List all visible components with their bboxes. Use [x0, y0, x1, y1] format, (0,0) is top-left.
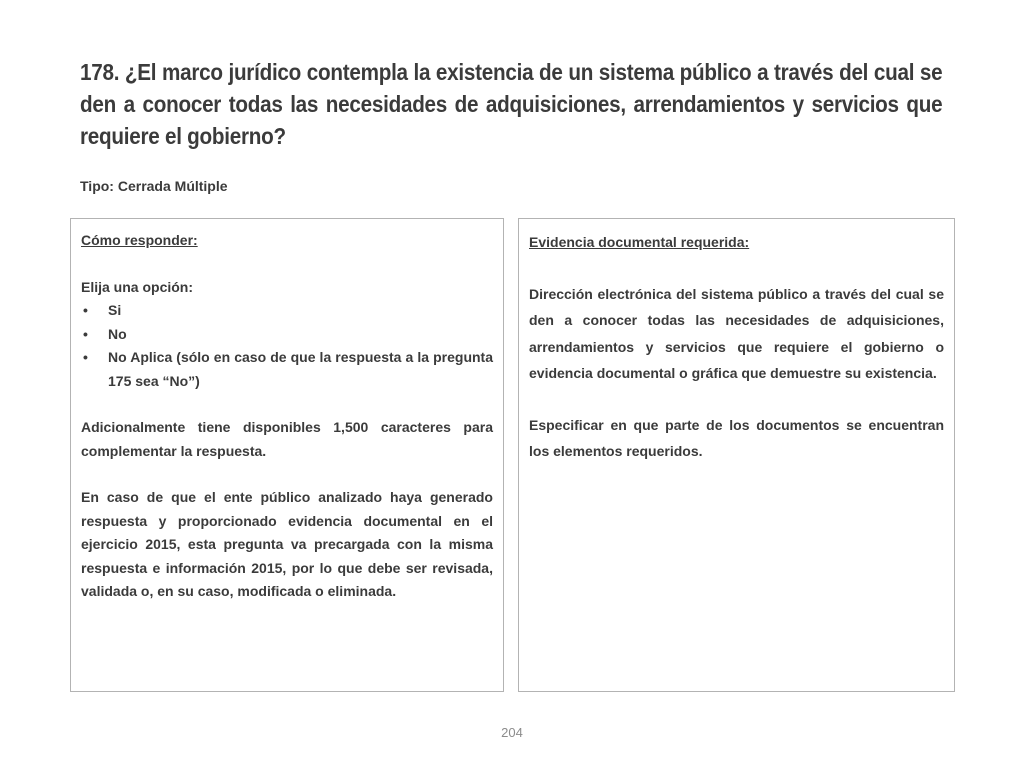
page-number: 204: [501, 725, 523, 740]
option-item-no: [81, 323, 493, 347]
preload-note: En caso de que el ente público analizado haya generado respuesta y proporcionado evidencia documental en el ejercicio 2015, esta pregunta va precargada con la misma respuesta e información 2015, por lo que debe ser revisada, validada o, en su caso, modificada o eliminada.: [81, 489, 493, 599]
option-label: No Aplica (sólo en caso de que la respuesta a la pregunta 175 sea “No”): [108, 349, 493, 389]
bullet-icon: •: [83, 302, 88, 318]
bullet-icon: •: [83, 325, 88, 342]
question-title: 178. ¿El marco jurídico contempla la existencia de un sistema público a través del cual se den a conocer todas las necesidades de adquisiciones, arrendamientos y servicios que requiere el gobierno?: [80, 59, 943, 149]
evidence-heading: Evidencia documental requerida:: [529, 234, 750, 250]
bullet-icon: •: [83, 349, 88, 365]
evidence-panel: [518, 218, 955, 692]
how-to-answer-panel: [70, 218, 504, 692]
option-label: Si: [108, 302, 122, 318]
additional-characters-note: Adicionalmente tiene disponibles 1,500 caracteres para complementar la respuesta.: [81, 419, 493, 459]
option-label: No: [108, 325, 127, 342]
option-item-si: [81, 299, 493, 323]
question-type: Tipo: Cerrada Múltiple: [80, 178, 228, 194]
evidence-specify: Especificar en que parte de los documentos se encuentran los elementos requeridos.: [529, 417, 944, 460]
evidence-description: Dirección electrónica del sistema público a través del cual se den a conocer todas las necesidades de adquisiciones, arrendamientos y servicios que requiere el gobierno o evidencia documental o gráfica que demuestre su existencia.: [529, 286, 944, 381]
option-item-no-aplica: [81, 346, 493, 393]
choose-option-label: Elija una opción:: [81, 278, 194, 295]
options-list: [81, 299, 493, 393]
how-to-answer-heading: Cómo responder:: [81, 232, 198, 248]
